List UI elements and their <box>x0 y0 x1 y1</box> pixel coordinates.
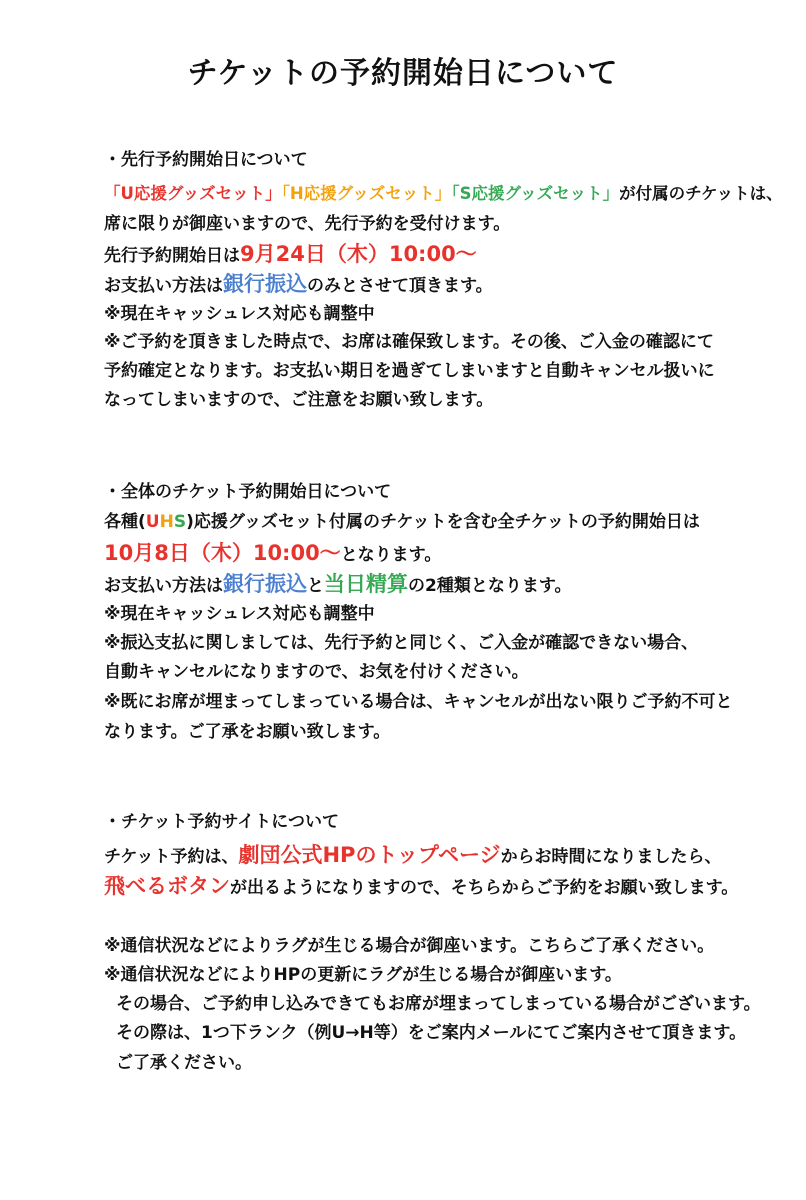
advance-date-line <box>104 240 477 268</box>
section-heading: ・全体のチケット予約開始日について <box>104 482 392 502</box>
bank-transfer-label: 銀行振込 <box>223 572 307 596</box>
note-line: その場合、ご予約申し込みできてもお席が埋まってしまっている場合がございます。 <box>116 994 761 1014</box>
general-date-line <box>104 539 441 567</box>
note-line: 自動キャンセルになりますので、お気を付けください。 <box>104 662 529 682</box>
payment-line <box>104 270 493 298</box>
text: のみとさせて頂きます。 <box>307 276 493 296</box>
bank-transfer-label: 銀行振込 <box>223 272 307 296</box>
note-line: ※現在キャッシュレス対応も調整中 <box>104 304 375 324</box>
text: お支払い方法は <box>104 576 223 596</box>
official-hp-link-text: 劇団公式HPのトップページ <box>238 843 501 867</box>
text: )応援グッズセット付属のチケットを含む全チケットの予約開始日は <box>186 512 700 532</box>
s-goods-set: 「S応援グッズセット」 <box>451 184 620 203</box>
text: チケット予約は、 <box>104 847 239 867</box>
u-letter: U <box>145 512 160 532</box>
h-letter: H <box>159 512 174 532</box>
text: が出るようになりますので、そちらからご予約をお願い致します。 <box>230 878 739 898</box>
note-line: その際は、1つ下ランク（例U→H等）をご案内メールにてご案内させて頂きます。 <box>116 1023 747 1043</box>
note-line: ※現在キャッシュレス対応も調整中 <box>104 604 375 624</box>
note-line: ※振込支払に関しましては、先行予約と同じく、ご入金が確認できない場合、 <box>104 633 699 653</box>
note-line: ご了承ください。 <box>116 1053 252 1073</box>
text: が付属のチケットは、 <box>619 184 783 203</box>
note-line: ※既にお席が埋まってしまっている場合は、キャンセルが出ない限りご予約不可と <box>104 692 733 712</box>
note-line: 予約確定となります。お支払い期日を過ぎてしまいますと自動キャンセル扱いに <box>104 361 715 381</box>
text: 各種( <box>104 512 146 532</box>
h-goods-set: 「H応援グッズセット」 <box>281 184 452 203</box>
day-of-payment-label: 当日精算 <box>324 572 408 596</box>
text: お支払い方法は <box>104 276 223 296</box>
note-line: ※通信状況などによりHPの更新にラグが生じる場合が御座います。 <box>104 965 622 985</box>
text: と <box>307 576 324 596</box>
note-line: ※ご予約を頂きました時点で、お席は確保致します。その後、ご入金の確認にて <box>104 332 714 352</box>
text: の2種類となります。 <box>408 576 572 596</box>
note-line: なります。ご了承をお願い致します。 <box>104 722 391 742</box>
text: となります。 <box>340 545 442 565</box>
section-heading: ・先行予約開始日について <box>104 150 308 170</box>
note-line: なってしまいますので、ご注意をお願い致します。 <box>104 390 494 410</box>
goods-set-line <box>104 180 783 208</box>
note-line: ※通信状況などによりラグが生じる場合が御座います。こちらご了承ください。 <box>104 936 715 956</box>
text: からお時間になりましたら、 <box>500 847 722 867</box>
s-letter: S <box>173 512 187 532</box>
payment-line <box>104 570 571 598</box>
text-line: 席に限りが御座いますので、先行予約を受付けます。 <box>104 214 511 234</box>
jump-button-label: 飛べるボタン <box>104 874 230 898</box>
advance-start-date: 9月24日（木）10:00～ <box>240 242 477 266</box>
goods-types-line <box>104 508 700 536</box>
general-start-date: 10月8日（木）10:00～ <box>104 541 341 565</box>
page-title: チケットの予約開始日について <box>187 56 619 91</box>
text: 先行予約開始日は <box>104 246 240 266</box>
section-heading: ・チケット予約サイトについて <box>104 812 339 832</box>
booking-site-line <box>104 841 722 869</box>
u-goods-set: 「U応援グッズセット」 <box>104 184 282 203</box>
jump-button-line <box>104 872 738 900</box>
